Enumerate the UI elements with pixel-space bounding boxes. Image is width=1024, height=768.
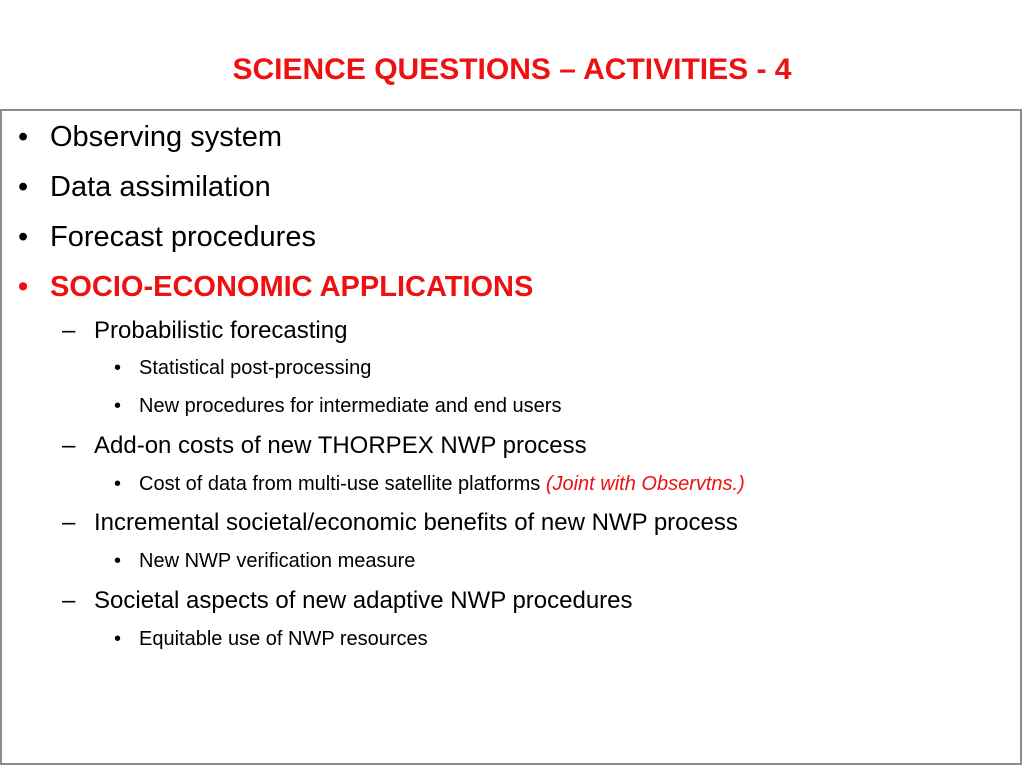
bullet-marker: • — [18, 171, 29, 203]
bullet-text: Observing system — [50, 121, 283, 153]
sub-sub-item-text: Statistical post-processing — [139, 357, 372, 379]
sub-item-text: Add-on costs of new THORPEX NWP process — [94, 432, 587, 459]
joint-note: (Joint with Observtns.) — [545, 473, 745, 495]
sub-sub-item-text: Equitable use of NWP resources — [139, 628, 428, 650]
bullet-marker: • — [114, 357, 122, 379]
bullet-marker: • — [114, 395, 122, 417]
sub-item-text: Probabilistic forecasting — [94, 317, 348, 344]
bullet-text: SOCIO-ECONOMIC APPLICATIONS — [50, 271, 534, 303]
dash-marker: – — [62, 317, 76, 344]
bullet-marker: • — [114, 550, 122, 572]
dash-marker: – — [62, 587, 76, 614]
sub-sub-item-text: New procedures for intermediate and end users — [139, 395, 562, 417]
sub-sub-item-text — [139, 471, 745, 497]
dash-marker: – — [62, 432, 76, 459]
sub-item-text: Societal aspects of new adaptive NWP procedures — [94, 587, 633, 614]
sub-item-text: Incremental societal/economic benefits of new NWP process — [94, 509, 738, 536]
bullet-marker: • — [18, 121, 29, 153]
bullet-marker: • — [18, 221, 29, 253]
bullet-text: Forecast procedures — [50, 221, 316, 253]
sub-sub-item-text: New NWP verification measure — [139, 550, 416, 572]
slide-title: SCIENCE QUESTIONS – ACTIVITIES - 4 — [232, 53, 792, 86]
sub-sub-item-main: Cost of data from multi-use satellite platforms — [139, 473, 541, 495]
bullet-marker: • — [114, 473, 122, 495]
dash-marker: – — [62, 509, 76, 536]
bullet-text: Data assimilation — [50, 171, 271, 203]
bullet-marker: • — [114, 628, 122, 650]
bullet-marker: • — [18, 271, 29, 303]
